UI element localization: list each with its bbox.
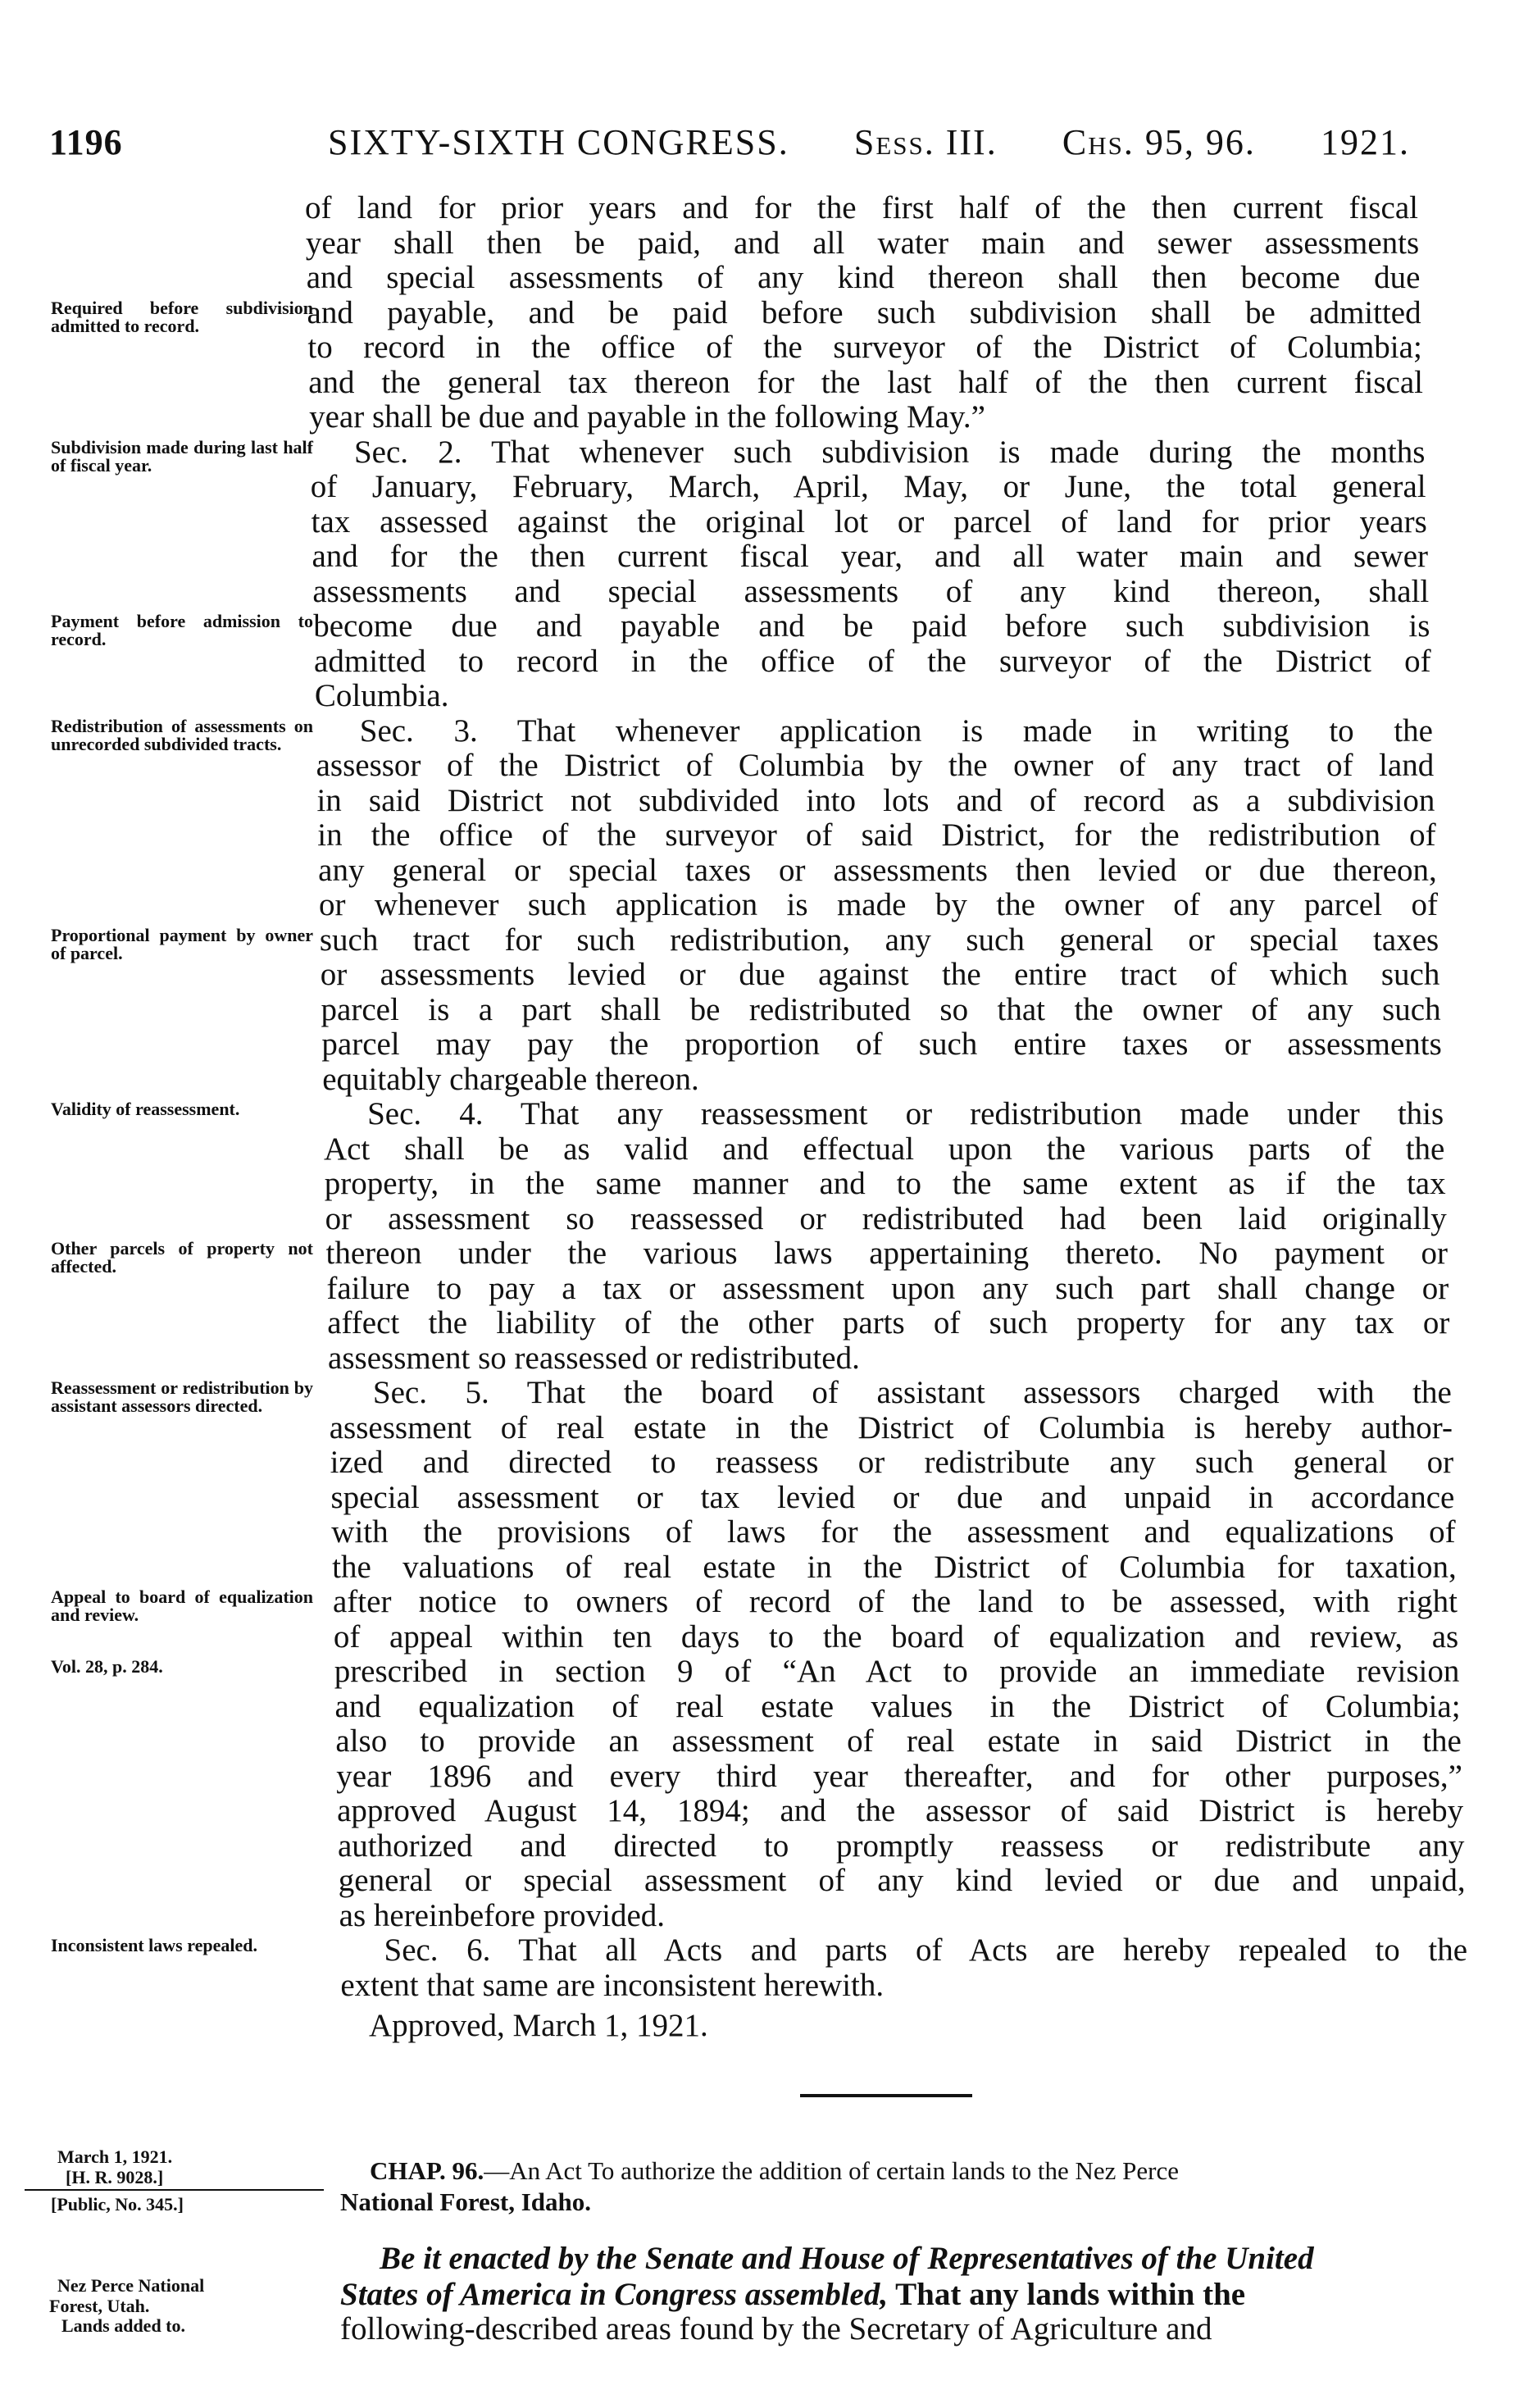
text-line: of January, February, March, April, May, or June, the total general: [310, 469, 1426, 504]
text-line: become due and payable and be paid before such subdivision is: [313, 608, 1430, 644]
margin-note: Reassessment or redistribution by assistant assessors directed.: [51, 1377, 313, 1416]
text-line: Sec. 3. That whenever application is made in writing to the: [359, 712, 1433, 749]
margin-note: Payment before admission to record.: [51, 611, 313, 649]
text-line: also to provide an assessment of real estate in said District in the: [335, 1723, 1462, 1759]
bill-rule: [25, 2189, 324, 2191]
margin-note: Vol. 28, p. 284.: [51, 1656, 163, 1677]
chapter-title-line-2: National Forest, Idaho.: [340, 2187, 592, 2216]
text-line: assessment so reassessed or redistributed.: [328, 1340, 860, 1376]
enacting-clause-line-2: [340, 2276, 1245, 2313]
text-line: ized and directed to reassess or redistribute any such general or: [330, 1445, 1454, 1480]
margin-note: Required before subdivision admitted to record.: [51, 297, 313, 336]
margin-note-lands-added: Lands added to.: [61, 2315, 186, 2336]
text-line: thereon under the various laws appertaining thereto. No payment or: [325, 1236, 1448, 1271]
margin-note-nez-perce: Nez Perce National: [57, 2275, 205, 2296]
margin-note: Inconsistent laws repealed.: [51, 1935, 257, 1955]
text-line: extent that same are inconsistent herewith.: [340, 1967, 885, 2003]
text-line: tax assessed against the original lot or parcel of land for prior years: [311, 503, 1427, 539]
text-line: or assessment so reassessed or redistributed had been laid originally: [325, 1200, 1447, 1236]
text-line: authorized and directed to promptly reassess or redistribute any: [337, 1828, 1465, 1864]
text-line: assessments and special assessments of any kind thereon, shall: [312, 573, 1430, 609]
text-line: and for the then current fiscal year, and all water main and sewer: [312, 539, 1428, 574]
text-line: or assessments levied or due against the entire tract of which such: [320, 957, 1440, 992]
text-line: in the office of the surveyor of said District, for the redistribution of: [317, 817, 1436, 853]
text-line: approved August 14, 1894; and the assessor of said District is hereby: [337, 1793, 1464, 1828]
text-line: as hereinbefore provided.: [339, 1897, 666, 1933]
text-line: prescribed in section 9 of “An Act to provide an immediate revision: [334, 1654, 1460, 1689]
text-line: failure to pay a tax or assessment upon any such part shall change or: [326, 1270, 1449, 1306]
running-head: [328, 121, 1410, 163]
chapters: Chs. 95, 96.: [1062, 122, 1256, 162]
text-line: year 1896 and every third year thereafter, and for other purposes,”: [336, 1758, 1462, 1794]
text-line: property, in the same manner and to the same extent as if the tax: [324, 1166, 1446, 1201]
enacting-italic-1: Be it enacted by the Senate and House of Representatives of the United: [380, 2241, 1314, 2276]
margin-note: Subdivision made during last half of fiscal year.: [51, 436, 313, 476]
text-line: in said District not subdivided into lots and of record as a subdivision: [316, 782, 1435, 818]
text-line: admitted to record in the office of the surveyor of the District of: [314, 643, 1431, 679]
enacting-clause-line-3: following-described areas found by the Secretary of Agriculture and: [340, 2311, 1212, 2347]
chapter-label: CHAP. 96.: [370, 2156, 484, 2185]
margin-note-forest: Forest, Utah.: [49, 2296, 150, 2316]
enacting-clause-line-1: [380, 2240, 1314, 2277]
chapter-title-line-1: [370, 2156, 1179, 2186]
enacting-rest: That any lands within the: [888, 2277, 1246, 2312]
text-line: Sec. 6. That all Acts and parts of Acts are hereby repealed to the: [384, 1932, 1467, 1968]
page-number: 1196: [49, 122, 123, 162]
chapter-title-text: —An Act To authorize the addition of certain lands to the Nez Perce: [484, 2156, 1179, 2185]
section-divider: [800, 2094, 972, 2097]
text-line: equitably chargeable thereon.: [322, 1061, 699, 1097]
text-line: any general or special taxes or assessments then levied or due thereon,: [318, 852, 1437, 888]
text-line: assessor of the District of Columbia by the owner of any tract of land: [316, 748, 1435, 783]
text-line: with the provisions of laws for the assessment and equalizations of: [331, 1514, 1456, 1550]
text-line: Sec. 4. That any reassessment or redistribution made under this: [367, 1096, 1444, 1131]
year: 1921.: [1320, 122, 1410, 162]
session: Sess. III.: [853, 122, 998, 162]
text-line: of land for prior years and for the first half of the then current fiscal: [305, 190, 1418, 225]
margin-note: Appeal to board of equalization and review.: [51, 1586, 313, 1625]
text-line: affect the liability of the other parts of such property for any tax or: [327, 1305, 1450, 1341]
text-line: and the general tax thereon for the last half of the then current fiscal: [308, 364, 1423, 400]
text-line: of appeal within ten days to the board of equalization and review, as: [333, 1618, 1459, 1655]
text-line: year shall be due and payable in the following May.”: [309, 399, 985, 435]
enacting-italic-2: States of America in Congress assembled,: [340, 2277, 889, 2312]
text-line: parcel is a part shall be redistributed so that the owner of any such: [321, 991, 1441, 1027]
bill-number: [H. R. 9028.]: [66, 2167, 164, 2187]
text-line: such tract for such redistribution, any such general or special taxes: [319, 922, 1439, 958]
approval-line: Approved, March 1, 1921.: [369, 2008, 708, 2043]
text-line: assessment of real estate in the District of Columbia is hereby author-: [329, 1409, 1453, 1445]
text-line: year shall then be paid, and all water main and sewer assessments: [305, 225, 1420, 261]
text-line: parcel may pay the proportion of such entire taxes or assessments: [321, 1026, 1442, 1062]
text-line: Columbia.: [314, 678, 449, 713]
text-line: and payable, and be paid before such subdivision shall be admitted: [307, 294, 1421, 330]
margin-note: Redistribution of assessments on unrecorded subdivided tracts.: [51, 715, 313, 754]
text-line: Sec. 5. That the board of assistant assessors charged with the: [372, 1375, 1452, 1410]
text-line: Act shall be as valid and effectual upon the various parts of the: [323, 1131, 1445, 1167]
margin-note: Proportional payment by owner of parcel.: [51, 924, 313, 963]
text-line: general or special assessment of any kind levied or due and unpaid,: [338, 1863, 1466, 1898]
text-line: after notice to owners of record of the land to be assessed, with right: [333, 1584, 1458, 1619]
margin-note: Other parcels of property not affected.: [51, 1238, 313, 1277]
margin-note: Validity of reassessment.: [51, 1099, 240, 1119]
public-law-number: [Public, No. 345.]: [51, 2194, 184, 2215]
chapter-date: March 1, 1921.: [57, 2146, 173, 2167]
congress-title: SIXTY-SIXTH CONGRESS.: [328, 122, 789, 162]
text-line: the valuations of real estate in the District of Columbia for taxation,: [332, 1549, 1457, 1585]
text-line: special assessment or tax levied or due and unpaid in accordance: [330, 1479, 1455, 1515]
text-line: Sec. 2. That whenever such subdivision is made during the months: [353, 434, 1426, 470]
text-line: to record in the office of the surveyor of the District of Columbia;: [307, 330, 1422, 365]
text-line: and equalization of real estate values in the District of Columbia;: [334, 1688, 1461, 1724]
text-line: and special assessments of any kind thereon shall then become due: [306, 260, 1421, 295]
text-line: or whenever such application is made by the owner of any parcel of: [319, 887, 1438, 922]
